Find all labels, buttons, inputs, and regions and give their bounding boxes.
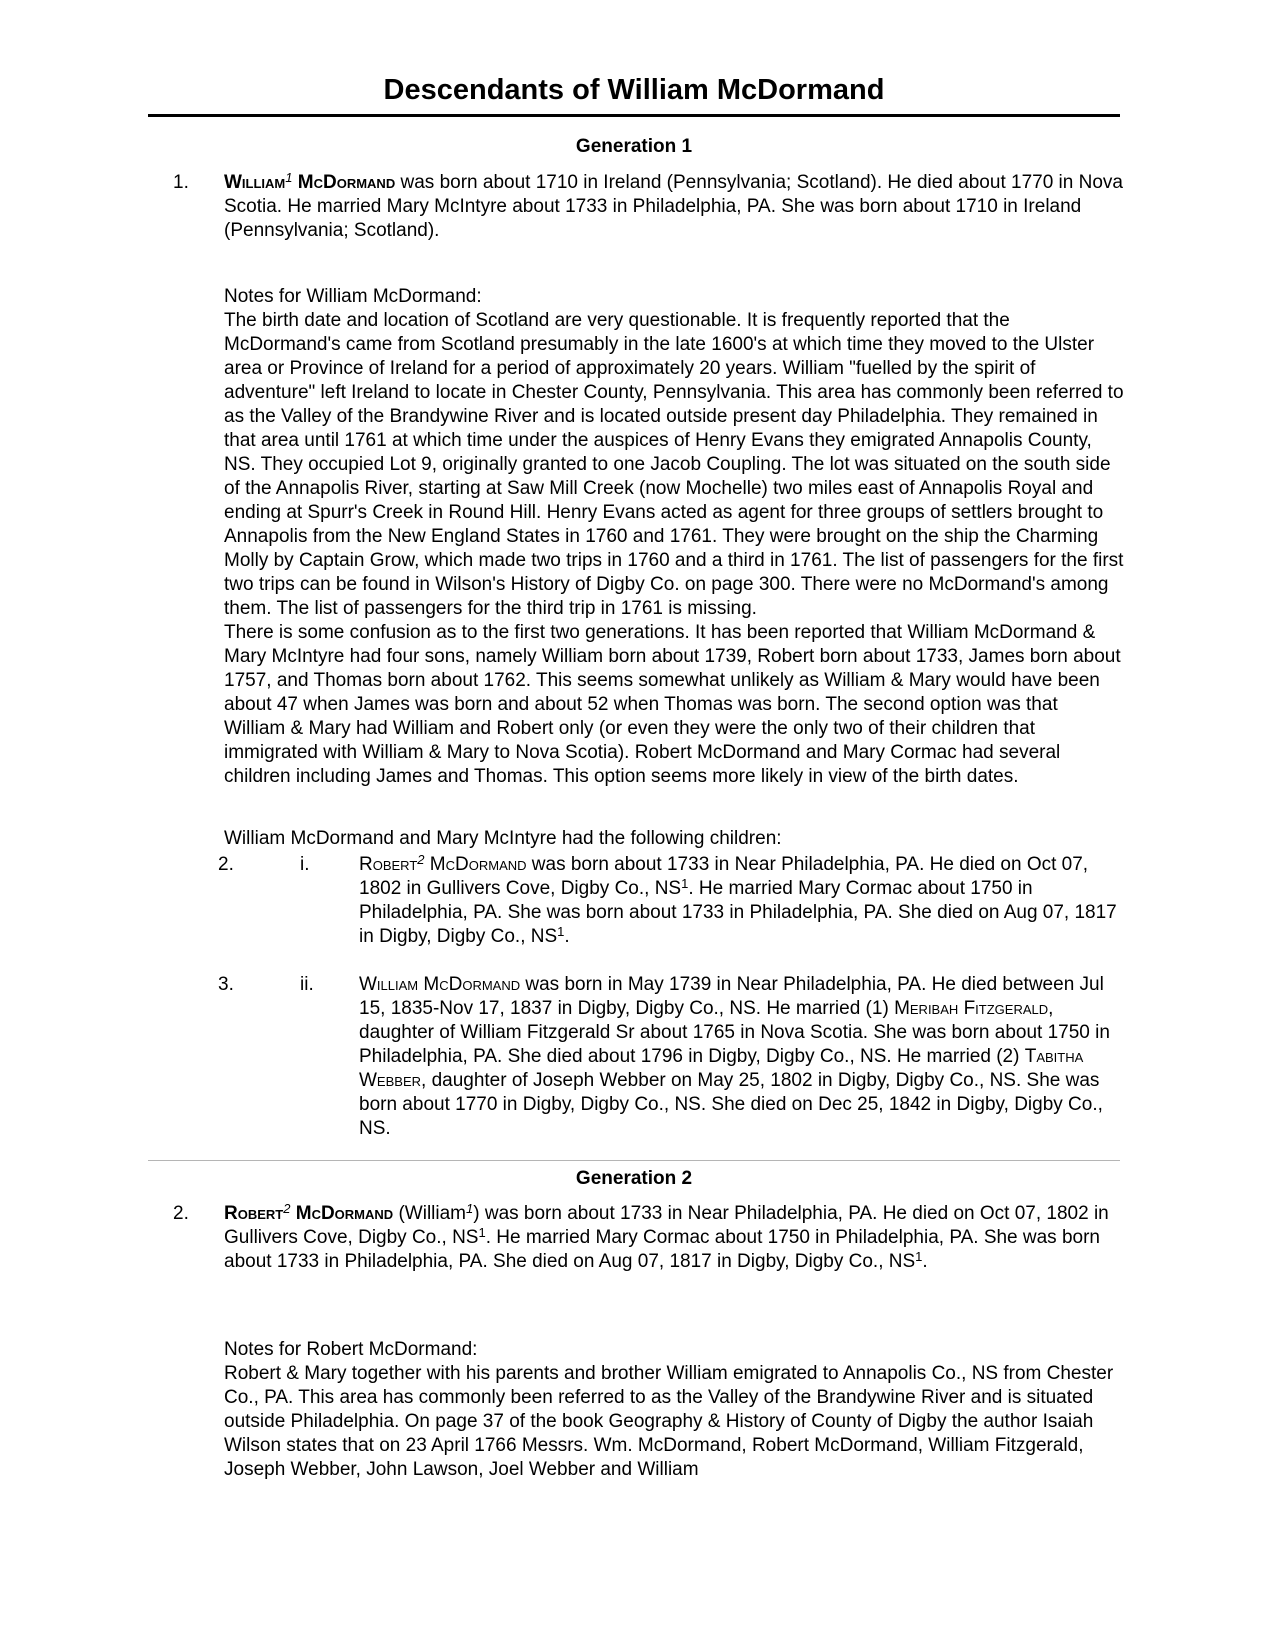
child-roman-numeral: ii. [300,974,314,995]
entry-text: was born about 1710 in Ireland (Pennsylvania; Scotland). He died about 1770 in Nova Scotia. He married Mary McIntyre about 1733 in Philadelphia, PA. She was born about 1710 in Ireland (Pennsylvania; Scotland). [224,172,1123,241]
source-reference[interactable]: 1 [915,1249,923,1264]
entry-william-mcdormand [224,171,1124,243]
notes-paragraph: The birth date and location of Scotland are very questionable. It is frequently reported that the McDormand's came from Scotland presumably in the late 1600's at which time they moved to the Ulster area or Province of Ireland for a period of approximately 20 years. William "fuelled by the spirit of adventure" left Ireland to locate in Chester County, Pennsylvania. This area has commonly been referred to as the Valley of the Brandywine River and is located outside present day Philadelphia. They remained in that area until 1761 at which time under the auspices of Henry Evans they emigrated Annapolis County, NS. They occupied Lot 9, originally granted to one Jacob Coupling. The lot was situated on the south side of the Annapolis River, starting at Saw Mill Creek (now Mochelle) two miles east of Annapolis Royal and ending at Spurr's Creek in Round Hill. Henry Evans acted as agent for three groups of settlers brought to Annapolis from the New England States in 1760 and 1761. They were brought on the ship the Charming Molly by Captain Grow, which made two trips in 1760 and a third in 1761. The list of passengers for the first two trips can be found in Wilson's History of Digby Co. on page 300. There were no McDormand's among them. The list of passengers for the third trip in 1761 is missing. [224,310,1124,619]
entry-text: ) was born about 1733 in Near Philadelphia, PA. He died on Oct 07, 1802 in Gullivers Cove, Digby Co., NS [224,1203,1109,1248]
generation-divider [148,1160,1120,1161]
entry-text: . [922,1251,928,1272]
notes-paragraph: Robert & Mary together with his parents and brother William emigrated to Annapolis Co., NS from Chester Co., PA. This area has commonly been referred to as the Valley of the Brandywine River and is situated outside Philadelphia. On page 37 of the book Geography & History of County of Digby the author Isaiah Wilson states that on 23 April 1766 Messrs. Wm. McDormand, Robert McDormand, William Fitzgerald, Joseph Webber, John Lawson, Joel Webber and William [224,1363,1114,1480]
entry-text: . He married Mary Cormac about 1750 in Philadelphia, PA. She was born about 1733 in Philadelphia, PA. She died on Aug 07, 1817 in Digby, Digby Co., NS [224,1227,1100,1272]
entry-text: was born in May 1739 in Near Philadelphia, PA. He died between Jul 15, 1835-Nov 17, 1837 in Digby, Digby Co., NS. He married (1) [359,974,1104,1019]
entry-number: 2. [173,1203,189,1224]
entry-number: 1. [173,172,189,193]
child-number: 2. [218,854,234,875]
notes-title: Notes for Robert McDormand: [224,1339,478,1360]
person-given-name: Robert [224,1203,284,1224]
entry-text: . [564,926,570,947]
person-surname: McDormand [297,172,396,193]
parent-reference: (William [393,1203,467,1224]
generation-superscript: 2 [283,1201,291,1216]
person-given-name: Robert [359,854,418,875]
entry-robert-mcdormand [224,1202,1124,1274]
entry-text: , daughter of Joseph Webber on May 25, 1802 in Digby, Digby Co., NS. She was born about 1770 in Digby, Digby Co., NS. She died on Dec 25, 1842 in Digby, Digby Co., NS. [359,1070,1103,1139]
notes-paragraph: There is some confusion as to the first two generations. It has been reported that William McDormand & Mary McIntyre had four sons, namely William born about 1739, Robert born about 1733, James born about 1757, and Thomas born about 1762. This seems somewhat unlikely as William & Mary would have been about 47 when James was born and about 52 when Thomas was born. The second option was that William & Mary had William and Robert only (or even they were the only two of their children that immigrated with William & Mary to Nova Scotia). Robert McDormand and Mary Cormac had several children including James and Thomas. This option seems more likely in view of the birth dates. [224,622,1121,787]
generation-2-heading: Generation 2 [575,1168,693,1189]
person-name: William McDormand [359,974,521,995]
generation-superscript: 1 [285,170,293,185]
entry-text: was born about 1733 in Near Philadelphia, PA. He died on Oct 07, 1802 in Gullivers Cove, Digby Co., NS [359,854,1089,899]
source-reference[interactable]: 1 [557,924,565,939]
source-reference[interactable]: 1 [681,876,689,891]
spouse-name: Meribah Fitzgerald [894,998,1049,1019]
notes-robert-mcdormand [224,1338,1124,1482]
source-reference[interactable]: 1 [478,1225,486,1240]
person-surname: McDormand [295,1203,394,1224]
entry-text: , daughter of William Fitzgerald Sr about 1765 in Nova Scotia. She was born about 1750 in Philadelphia, PA. She died about 1796 in Digby, Digby Co., NS. He married (2) [359,998,1110,1067]
child-entry-robert [359,853,1124,949]
child-number: 3. [218,974,234,995]
children-intro: William McDormand and Mary McIntyre had the following children: [224,828,782,849]
notes-title: Notes for William McDormand: [224,286,482,307]
document-title: Descendants of William McDormand [383,74,885,106]
notes-william-mcdormand [224,285,1124,789]
child-roman-numeral: i. [300,854,310,875]
person-surname: McDormand [429,854,527,875]
generation-1-heading: Generation 1 [575,136,693,157]
generation-superscript: 1 [466,1201,474,1216]
entry-text: . He married Mary Cormac about 1750 in Philadelphia, PA. She was born about 1733 in Philadelphia, PA. She died on Aug 07, 1817 in Digby, Digby Co., NS [359,878,1117,947]
child-entry-william [359,973,1124,1141]
generation-superscript: 2 [417,852,425,867]
title-rule [148,114,1120,117]
spouse-name: Tabitha Webber [359,1046,1084,1091]
person-given-name: William [224,172,286,193]
